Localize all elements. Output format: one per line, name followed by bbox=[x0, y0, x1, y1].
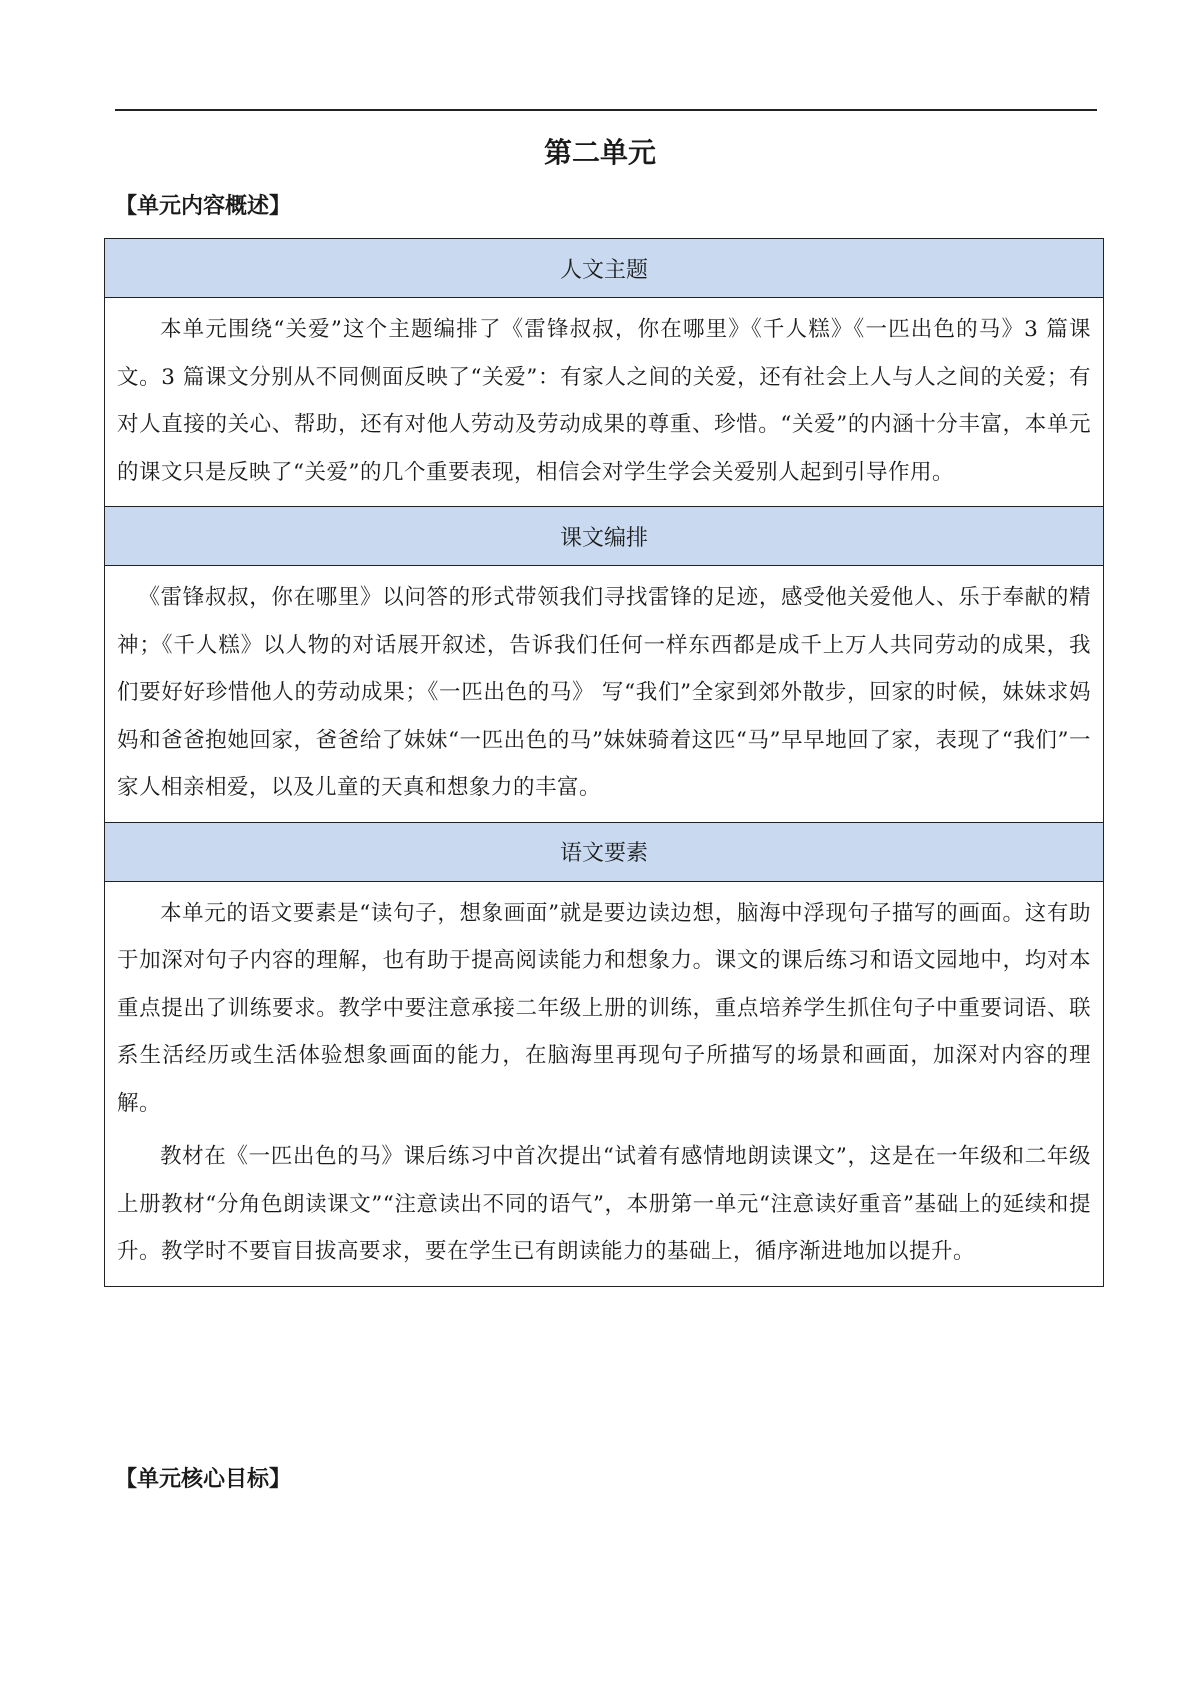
paragraph: 《雷锋叔叔，你在哪里》以问答的形式带领我们寻找雷锋的足迹，感受他关爱他人、乐于奉献的精神；《千人糕》以人物的对话展开叙述，告诉我们任何一样东西都是成千上万人共同劳动的成果，我们要好好珍惜他人的劳动成果；《一匹出色的马》 写“我们”全家到郊外散步，回家的时候，妹妹求妈妈和爸爸抱她回家，爸爸给了妹妹“一匹出色的马”妹妹骑着这匹“马”早早地回了家，表现了“我们”一家人相亲相爱，以及儿童的天真和想象力的丰富。 bbox=[117, 585, 1091, 800]
table-row bbox=[105, 822, 1104, 881]
table-row bbox=[105, 566, 1104, 823]
table-row bbox=[105, 239, 1104, 298]
section-heading-theme: 人文主题 bbox=[105, 239, 1104, 298]
page-title: 第二单元 bbox=[543, 136, 656, 169]
goals-heading: 【单元核心目标】 bbox=[115, 1467, 292, 1492]
section-body-elements bbox=[105, 881, 1104, 1286]
table-row bbox=[105, 298, 1104, 507]
overview-heading: 【单元内容概述】 bbox=[115, 194, 292, 219]
header-rule bbox=[115, 109, 1097, 111]
paragraph: 教材在《一匹出色的马》课后练习中首次提出“试着有感情地朗读课文”，这是在一年级和二年级上册教材“分角色朗读课文”“注意读出不同的语气”，本册第一单元“注意读好重音”基础上的延续和提升。教学时不要盲目拔高要求，要在学生已有朗读能力的基础上，循序渐进地加以提升。 bbox=[117, 1144, 1091, 1264]
section-body-arrangement bbox=[105, 566, 1104, 823]
table-row bbox=[105, 507, 1104, 566]
paragraph: 本单元围绕“关爱”这个主题编排了《雷锋叔叔，你在哪里》《千人糕》《一匹出色的马》3 篇课文。3 篇课文分别从不同侧面反映了“关爱”：有家人之间的关爱，还有社会上人与人之间的关爱；有对人直接的关心、帮助，还有对他人劳动及劳动成果的尊重、珍惜。“关爱”的内涵十分丰富，本单元的课文只是反映了“关爱”的几个重要表现，相信会对学生学会关爱别人起到引导作用。 bbox=[117, 317, 1091, 485]
section-body-theme bbox=[105, 298, 1104, 507]
table-row bbox=[105, 881, 1104, 1286]
content-table bbox=[104, 238, 1104, 1287]
section-heading-elements: 语文要素 bbox=[105, 822, 1104, 881]
paragraph: 本单元的语文要素是“读句子，想象画面”就是要边读边想，脑海中浮现句子描写的画面。这有助于加深对句子内容的理解，也有助于提高阅读能力和想象力。课文的课后练习和语文园地中，均对本重点提出了训练要求。教学中要注意承接二年级上册的训练，重点培养学生抓住句子中重要词语、联系生活经历或生活体验想象画面的能力，在脑海里再现句子所描写的场景和画面，加深对内容的理解。 bbox=[117, 900, 1091, 1116]
section-heading-arrangement: 课文编排 bbox=[105, 507, 1104, 566]
